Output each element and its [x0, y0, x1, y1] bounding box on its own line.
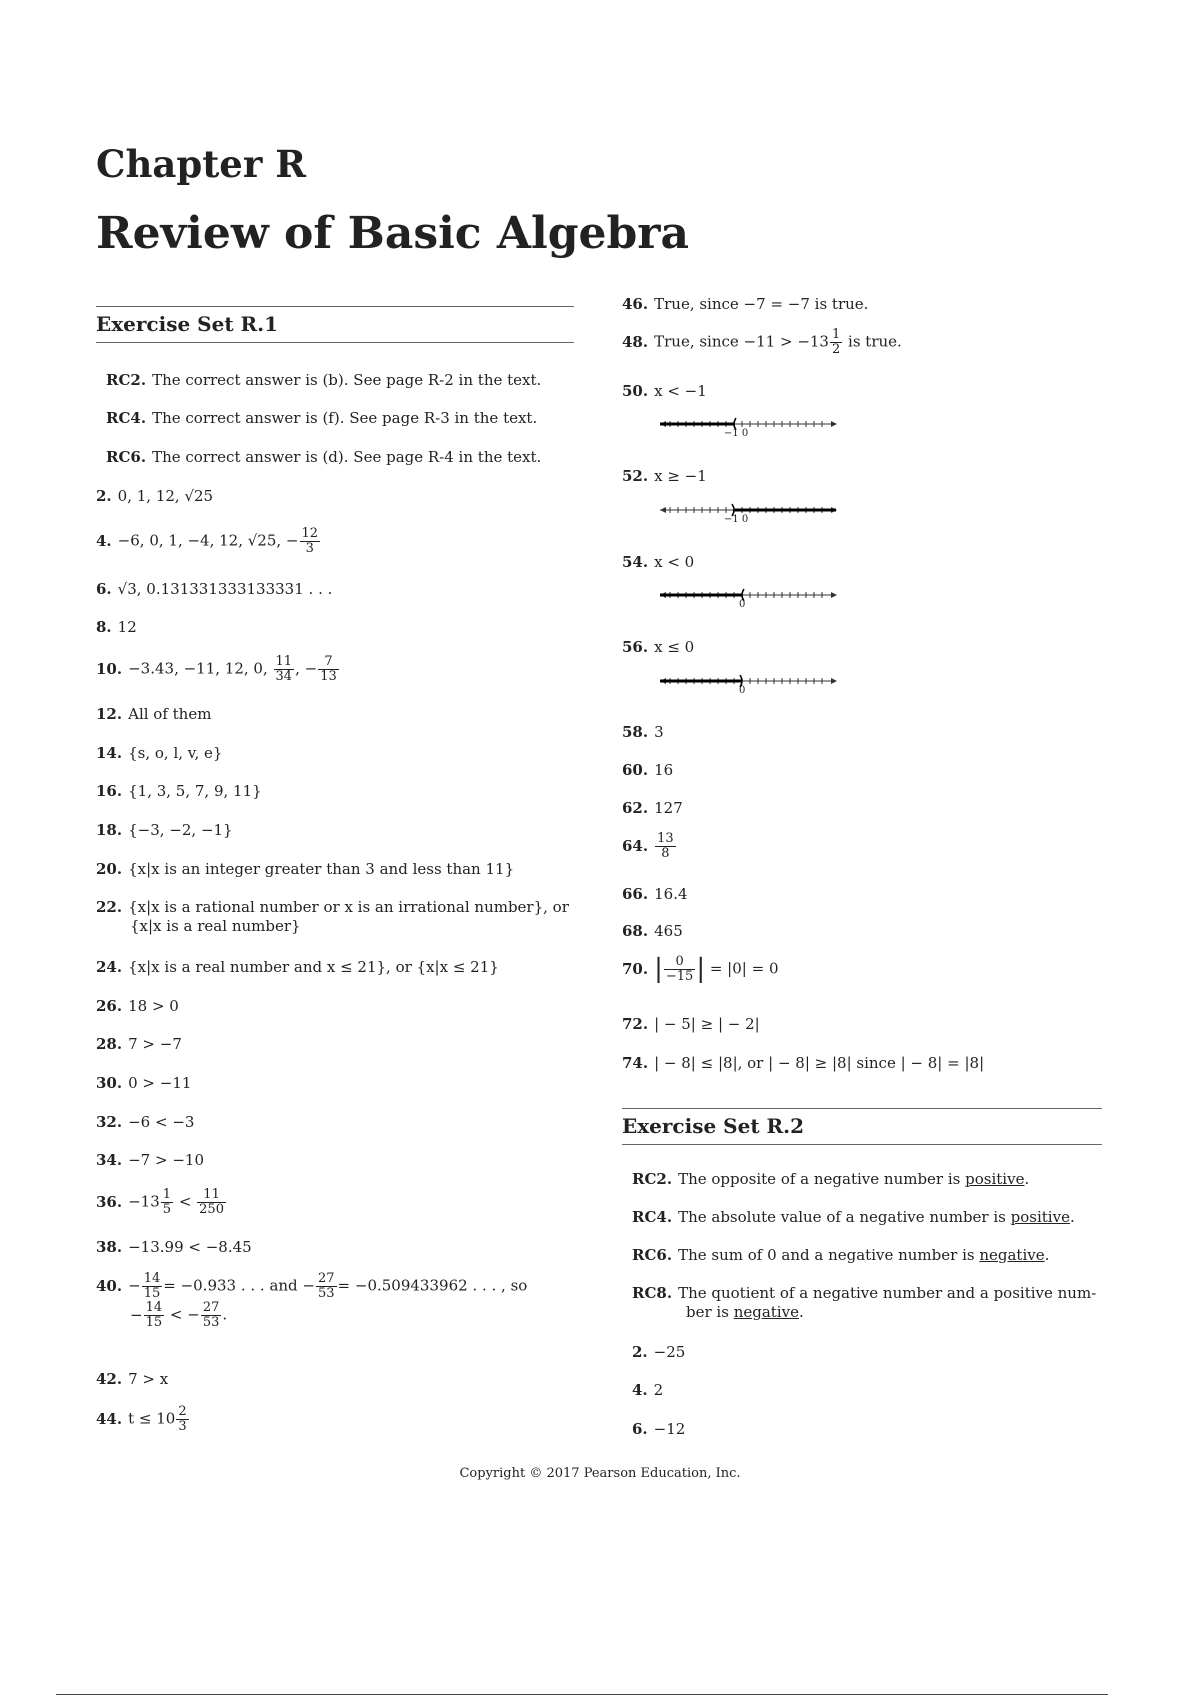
- number-line-graph: [656, 500, 841, 524]
- section-title: Exercise Set R.1: [96, 312, 279, 336]
- answer-30: 30. 0 > −11: [96, 1074, 192, 1092]
- number-line-56: [656, 671, 841, 695]
- answer-54: 54. x < 0: [622, 553, 695, 571]
- answer-50: 50. x < −1: [622, 382, 707, 400]
- tick-labels: −1 0: [724, 428, 749, 439]
- answer-8: 8. 12: [96, 618, 137, 636]
- answer-r2-rc2: RC2. The opposite of a negative number is positive.: [632, 1170, 1030, 1188]
- bottom-rule: [56, 1694, 1108, 1695]
- answer-rc2: RC2. The correct answer is (b). See page R-2 in the text.: [106, 371, 542, 389]
- answer-74: 74. | − 8| ≤ |8|, or | − 8| ≥ |8| since | − 8| = |8|: [622, 1054, 985, 1072]
- answer-32: 32. −6 < −3: [96, 1113, 195, 1131]
- number-line-graph: [656, 585, 841, 609]
- answer-58: 58. 3: [622, 723, 664, 741]
- answer-2: 2. 0, 1, 12, √25: [96, 487, 214, 505]
- answer-r2-rc8: RC8. The quotient of a negative number and a positive num- ber is negative.: [632, 1284, 1097, 1321]
- answer-4: 4. −6, 0, 1, −4, 12, √25, − $\frac{12}{3}$: [96, 526, 319, 556]
- answer-r2-4: 4. 2: [632, 1381, 664, 1399]
- answer-38: 38. −13.99 < −8.45: [96, 1238, 252, 1256]
- answer-68: 68. 465: [622, 922, 683, 940]
- number-line-graph: [656, 414, 841, 438]
- answer-rc6: RC6. The correct answer is (d). See page R-4 in the text.: [106, 448, 542, 466]
- tick-labels: −1 0: [724, 514, 749, 525]
- number-line-graph: [656, 671, 841, 695]
- answer-34: 34. −7 > −10: [96, 1151, 204, 1169]
- answer-44: 44. t ≤ 10 $\frac{2}{3}$: [96, 1404, 187, 1434]
- answer-46: 46. True, since −7 = −7 is true.: [622, 295, 869, 313]
- answer-r2-rc4: RC4. The absolute value of a negative number is positive.: [632, 1208, 1075, 1226]
- answer-28: 28. 7 > −7: [96, 1035, 182, 1053]
- answer-24: 24. {x|x is a real number and x ≤ 21}, or {x|x ≤ 21}: [96, 958, 499, 976]
- page-title: Review of Basic Algebra: [96, 208, 689, 259]
- number-line-52: [656, 500, 841, 524]
- answer-36: 36. −13 $\frac{1}{5}$ < $\frac{11}{250}$: [96, 1187, 224, 1217]
- answer-12: 12. All of them: [96, 705, 212, 723]
- answer-66: 66. 16.4: [622, 885, 688, 903]
- answer-10: 10. −3.43, −11, 12, 0, $\frac{11}{34}$ , − $\frac{7}{13}$: [96, 654, 337, 684]
- answer-22: 22. {x|x is a rational number or x is an irrational number}, or {x|x is a real number}: [96, 898, 569, 935]
- answer-62: 62. 127: [622, 799, 683, 817]
- copyright-footer: Copyright © 2017 Pearson Education, Inc.: [459, 1466, 741, 1481]
- answer-18: 18. {−3, −2, −1}: [96, 821, 233, 839]
- answer-60: 60. 16: [622, 761, 674, 779]
- answer-r2-6: 6. −12: [632, 1420, 686, 1438]
- number-line-54: [656, 585, 841, 609]
- answer-72: 72. | − 5| ≥ | − 2|: [622, 1015, 760, 1033]
- answer-r2-rc6: RC6. The sum of 0 and a negative number is negative.: [632, 1246, 1050, 1264]
- answer-20: 20. {x|x is an integer greater than 3 and less than 11}: [96, 860, 515, 878]
- section-header-r2: [622, 1108, 1102, 1145]
- chapter-label: Chapter R: [96, 142, 306, 186]
- answer-16: 16. {1, 3, 5, 7, 9, 11}: [96, 782, 262, 800]
- answer-26: 26. 18 > 0: [96, 997, 179, 1015]
- section-title: Exercise Set R.2: [622, 1114, 805, 1138]
- answer-56: 56. x ≤ 0: [622, 638, 695, 656]
- answer-rc4: RC4. The correct answer is (f). See page R-3 in the text.: [106, 409, 538, 427]
- answer-40: 40. − $\frac{14}{15}$ = −0.933 . . . and − $\frac{27}{53}$ = −0.509433962 . . . , so − $\frac{14}{15}$ < − $\frac{27}{53}$ .: [96, 1271, 528, 1330]
- answer-14: 14. {s, o, l, v, e}: [96, 744, 223, 762]
- number-line-50: [656, 414, 841, 438]
- section-header-r1: [96, 306, 574, 343]
- answer-r2-2: 2. −25: [632, 1343, 686, 1361]
- answer-70: 70. | $\frac{0}{-15}$ | = |0| = 0: [622, 954, 779, 984]
- tick-labels: 0: [739, 685, 746, 696]
- answer-48: 48. True, since −11 > −13 $\frac{1}{2}$ is true.: [622, 327, 902, 357]
- answer-42: 42. 7 > x: [96, 1370, 169, 1388]
- answer-6: 6. √3, 0.131331333133331 . . .: [96, 580, 333, 598]
- answer-52: 52. x ≥ −1: [622, 467, 707, 485]
- tick-labels: 0: [739, 599, 746, 610]
- answer-64: 64. $\frac{13}{8}$: [622, 831, 674, 861]
